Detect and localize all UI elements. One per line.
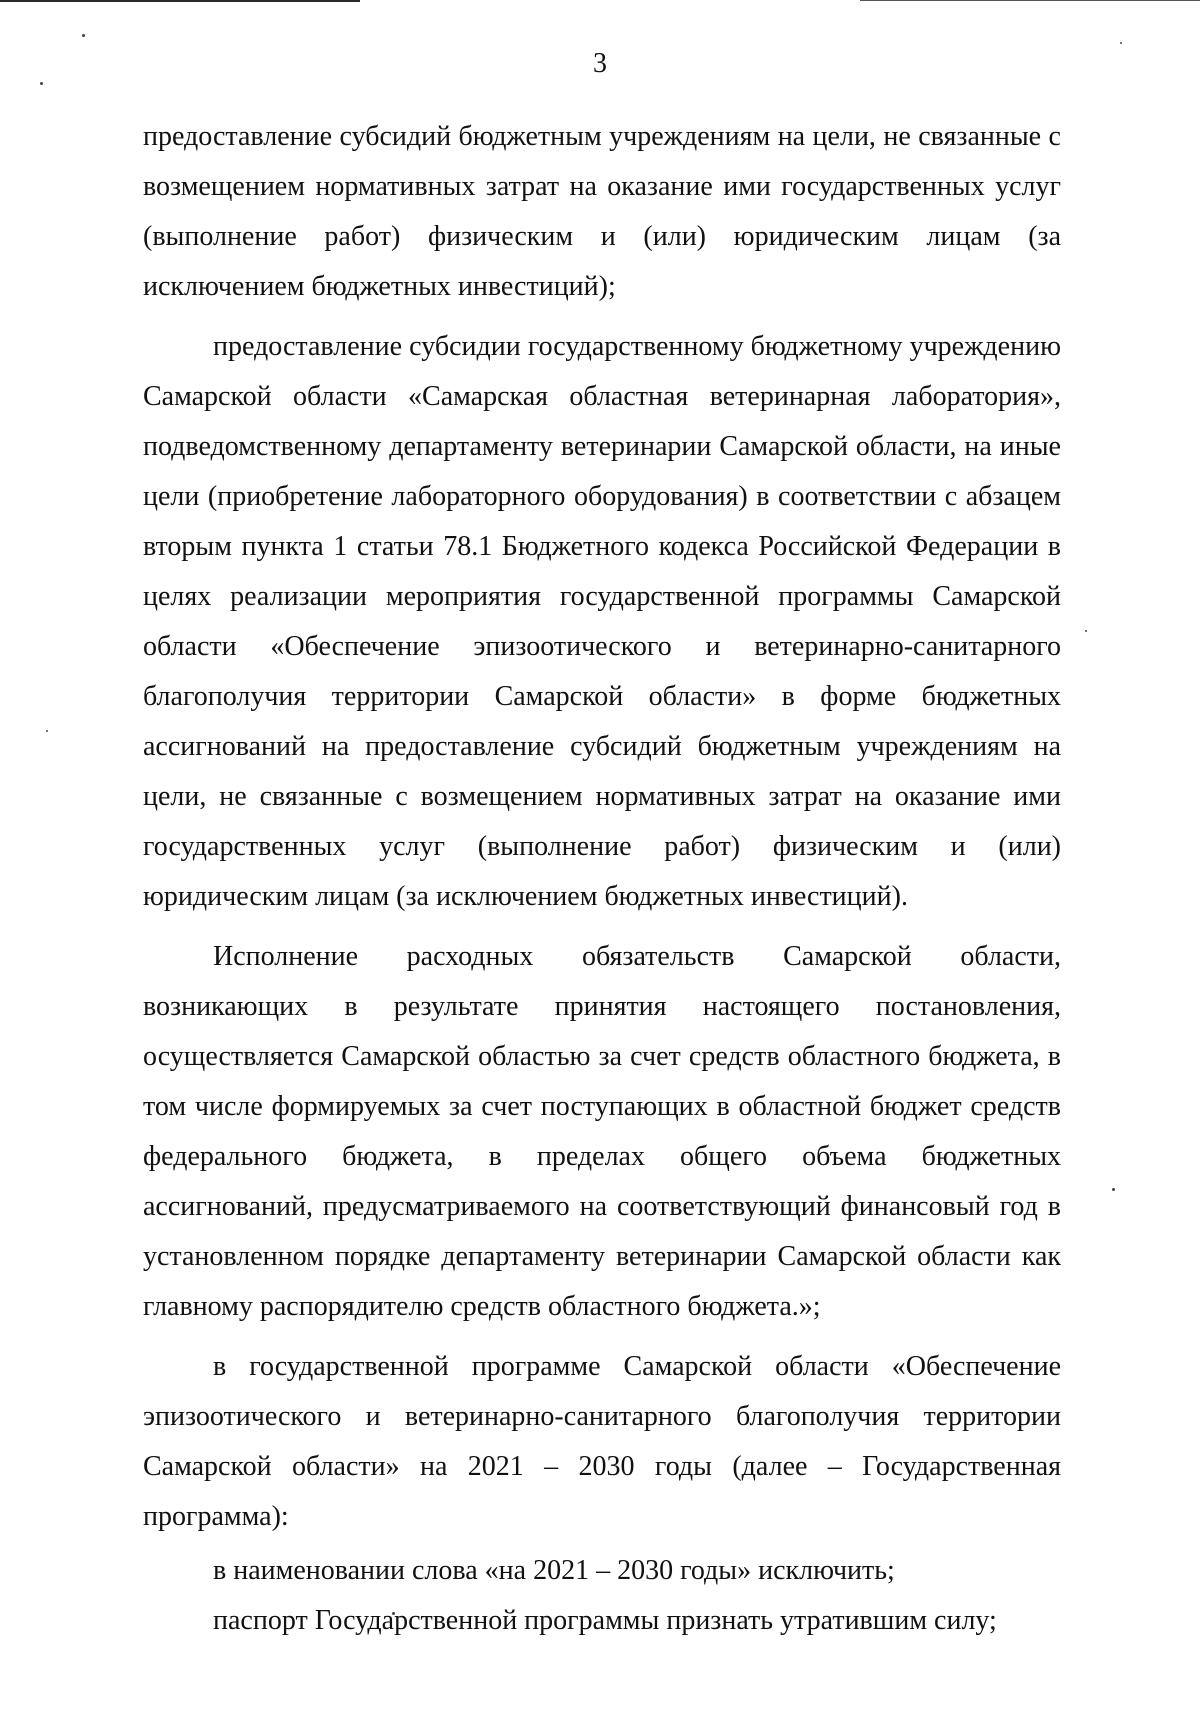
- paragraph: в государственной программе Самарской области «Обеспечение эпизоотического и ветеринарно-санитарного благополучия территории Самарской области» на 2021 – 2030 годы (далее – Государственная программа):: [143, 1351, 1061, 1532]
- scan-edge-left: [0, 0, 360, 2]
- page-number: 3: [593, 48, 607, 79]
- scan-speck: [40, 82, 43, 85]
- paragraph: Исполнение расходных обязательств Самарской области, возникающих в результате принятия настоящего постановления, осуществляется Самарской областью за счет средств областного бюджета, в том числе формируемых за счет поступающих в областной бюджет средств федерального бюджета, в пределах общего объема бюджетных ассигнований, предусматриваемого на соответствующий финансовый год в установленном порядке департаменту ветеринарии Самарской области как главному распорядителю средств областного бюджета.»;: [143, 941, 1061, 1322]
- scan-speck: [1112, 1188, 1115, 1191]
- paragraph: в наименовании слова «на 2021 – 2030 годы» исключить;: [213, 1555, 895, 1586]
- paragraph: предоставление субсидий бюджетным учреждениям на цели, не связанные с возмещением нормативных затрат на оказание ими государственных услуг (выполнение работ) физическим и (или) юридическим лицам (за исключением бюджетных инвестиций);: [143, 121, 1061, 302]
- document-body: [143, 112, 1061, 1646]
- scan-speck: [1085, 630, 1087, 632]
- scan-speck: [46, 730, 48, 732]
- scan-speck: [1120, 42, 1122, 44]
- scan-edge-right: [860, 0, 1200, 1]
- scan-speck: [82, 34, 85, 37]
- paragraph: предоставление субсидии государственному бюджетному учреждению Самарской области «Самарская областная ветеринарная лаборатория», подведомственному департаменту ветеринарии Самарской области, на иные цели (приобретение лабораторного оборудования) в соответствии с абзацем вторым пункта 1 статьи 78.1 Бюджетного кодекса Российской Федерации в целях реализации мероприятия государственной программы Самарской области «Обеспечение эпизоотического и ветеринарно-санитарного благополучия территории Самарской области» в форме бюджетных ассигнований на предоставление субсидий бюджетным учреждениям на цели, не связанные с возмещением нормативных затрат на оказание ими государственных услуг (выполнение работ) физическим и (или) юридическим лицам (за исключением бюджетных инвестиций).: [143, 331, 1061, 912]
- paragraph: паспорт Государственной программы признать утратившим силу;: [213, 1605, 997, 1636]
